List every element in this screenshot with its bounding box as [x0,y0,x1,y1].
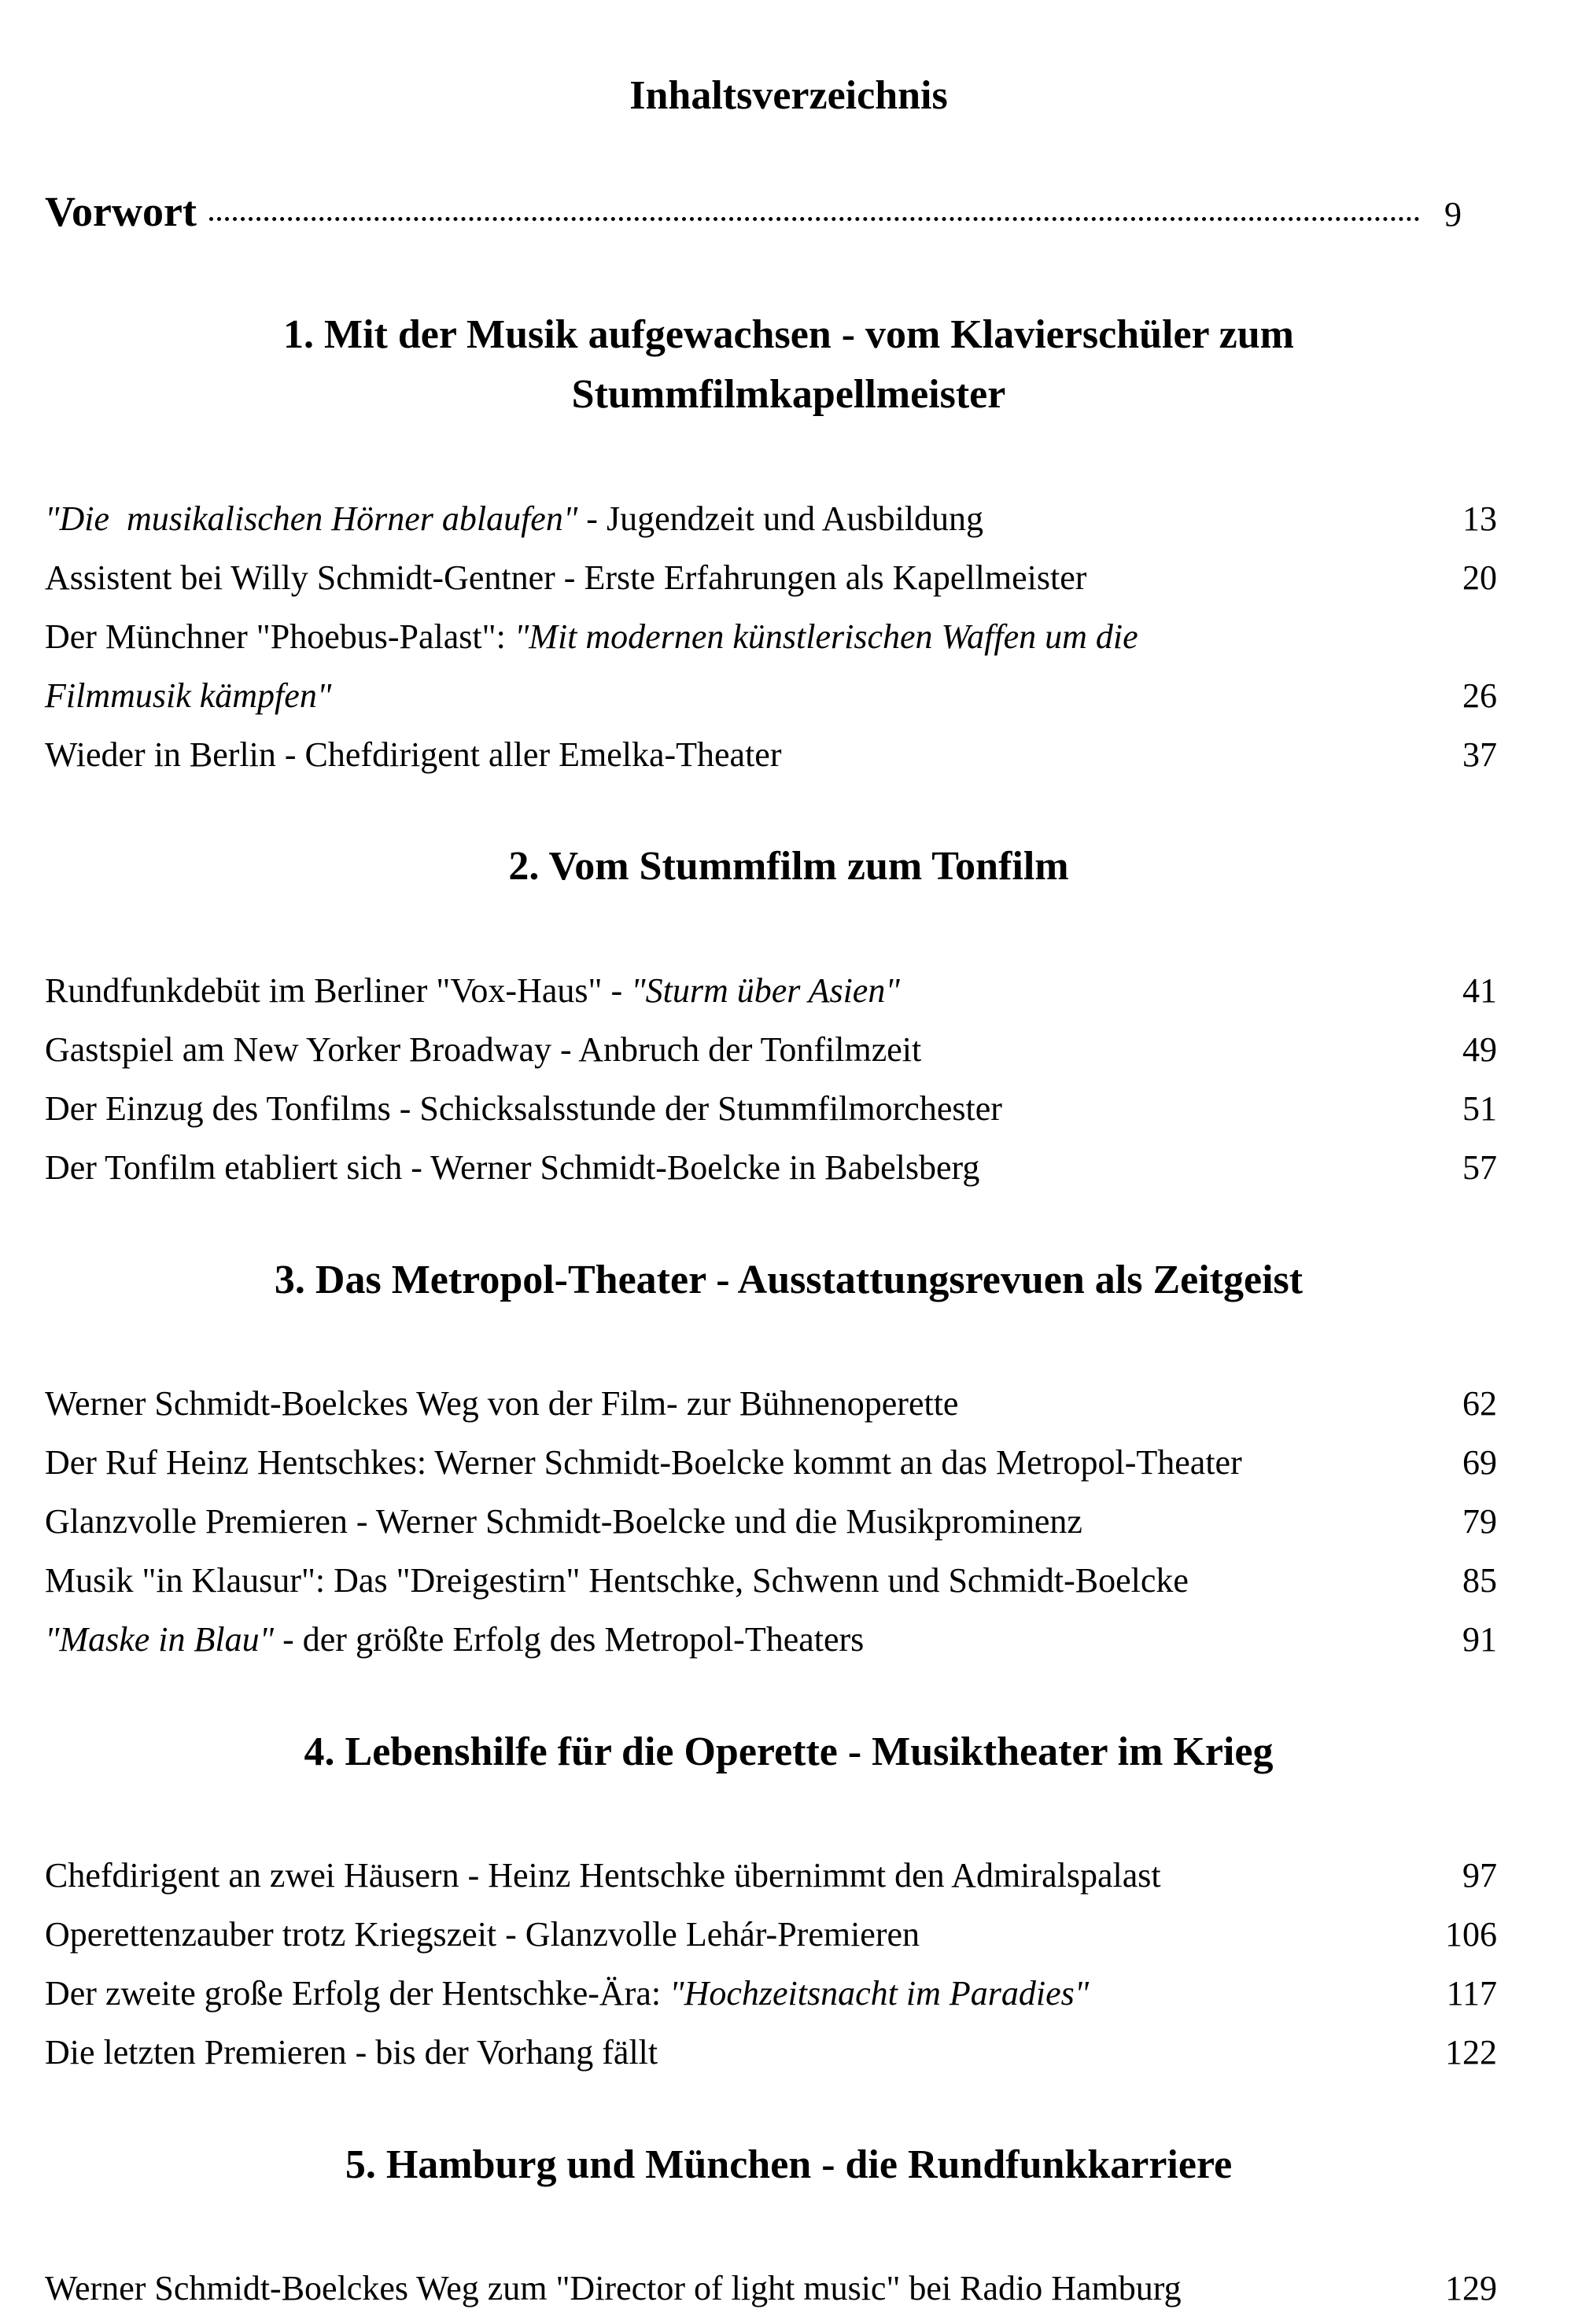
entry-page-number: 97 [1462,1856,1497,1895]
chapter-heading-2-line-1: 2. Vom Stummfilm zum Tonfilm [508,844,1069,889]
entry-page-number: 26 [1462,676,1497,715]
entry-title: Musik "in Klausur": Das "Dreigestirn" Hentschke, Schwenn und Schmidt-Boelcke [45,1561,1189,1600]
entry-title: Der Tonfilm etabliert sich - Werner Schmidt-Boelcke in Babelsberg [45,1148,980,1187]
entry-page-number: 51 [1462,1089,1497,1128]
toc-entry[interactable] [45,1905,1497,1964]
toc-entry[interactable] [45,489,1497,548]
toc-entry[interactable] [45,548,1497,607]
toc-entry[interactable] [45,1964,1497,2023]
entry-title: Werner Schmidt-Boelckes Weg von der Film- zur Bühnenoperette [45,1384,959,1423]
entry-title-italic: "Maske in Blau" [45,1620,275,1659]
toc-entry[interactable] [45,961,1497,1020]
chapter-heading-1-line-2: Stummfilmkapellmeister [571,372,1006,417]
entry-title-italic: "Sturm über Asien" [631,971,900,1010]
chapter-heading-5-line-1: 5. Hamburg und München - die Rundfunkkarriere [345,2142,1233,2187]
toc-entry[interactable] [45,666,1497,725]
chapter-heading-3 [0,1250,1577,1310]
entry-title: Operettenzauber trotz Kriegszeit - Glanzvolle Lehár-Premieren [45,1915,920,1954]
entry-title: Der Einzug des Tonfilms - Schicksalsstunde der Stummfilmorchester [45,1089,1002,1128]
toc-entry[interactable] [45,1610,1497,1669]
entry-title: Chefdirigent an zwei Häusern - Heinz Hentschke übernimmt den Admiralspalast [45,1856,1161,1895]
entry-title [45,1610,864,1669]
entry-title-plain: Der Münchner "Phoebus-Palast": [45,617,514,656]
chapter-heading-4 [0,1722,1577,1782]
entry-page-number: 41 [1462,971,1497,1010]
entry-title: Gastspiel am New Yorker Broadway - Anbruch der Tonfilmzeit [45,1030,922,1069]
entry-title [45,489,983,548]
chapter-heading-4-line-1: 4. Lebenshilfe für die Operette - Musiktheater im Krieg [304,1729,1274,1774]
entry-title: Werner Schmidt-Boelckes Weg zum "Director of light music" bei Radio Hamburg [45,2269,1182,2307]
entry-title [45,961,900,1020]
vorwort-page-number: 9 [1444,195,1462,234]
toc-entry[interactable] [45,1551,1497,1610]
entry-page-number: 122 [1445,2033,1497,2072]
entry-page-number: 79 [1462,1502,1497,1541]
chapter-heading-1-line-1: 1. Mit der Musik aufgewachsen - vom Klavierschüler zum [283,312,1294,357]
entry-title-plain: Rundfunkdebüt im Berliner "Vox-Haus" - [45,971,632,1010]
toc-title: Inhaltsverzeichnis [629,73,948,118]
entry-title-italic: "Hochzeitsnacht im Paradies" [669,1974,1090,2013]
entry-title-italic: Filmmusik kämpfen" [45,676,332,715]
entry-title-plain: Der zweite große Erfolg der Hentschke-Ära: [45,1974,670,2013]
entry-page-number: 117 [1446,1974,1497,2013]
entry-title: Wieder in Berlin - Chefdirigent aller Emelka-Theater [45,735,782,774]
entry-title: Die letzten Premieren - bis der Vorhang fällt [45,2033,658,2072]
dot-leader [209,217,1420,221]
entry-page-number: 49 [1462,1030,1497,1069]
entry-title: Assistent bei Willy Schmidt-Gentner - Erste Erfahrungen als Kapellmeister [45,558,1087,597]
entry-title [45,607,1138,666]
toc-entry[interactable] [45,1846,1497,1905]
entry-page-number: 62 [1462,1384,1497,1423]
toc-entry[interactable] [45,607,1497,666]
toc-entry[interactable] [45,725,1497,784]
entry-page-number: 69 [1462,1443,1497,1482]
chapter-heading-2 [0,837,1577,897]
toc-entry[interactable] [45,2259,1497,2318]
toc-entry[interactable] [45,2023,1497,2082]
chapter-heading-5 [0,2135,1577,2195]
entry-title-plain: - Jugendzeit und Ausbildung [577,499,984,538]
entry-page-number: 129 [1445,2269,1497,2307]
entry-title-plain: - der größte Erfolg des Metropol-Theaters [274,1620,865,1659]
toc-entry[interactable] [45,1138,1497,1197]
entry-title: Glanzvolle Premieren - Werner Schmidt-Boelcke und die Musikprominenz [45,1502,1082,1541]
entry-title [45,1964,1089,2023]
entry-title-italic: "Die musikalischen Hörner ablaufen" [45,499,578,538]
chapter-heading-1 [0,305,1577,425]
chapter-heading-3-line-1: 3. Das Metropol-Theater - Ausstattungsrevuen als Zeitgeist [274,1258,1304,1302]
entry-page-number: 13 [1462,499,1497,538]
entry-page-number: 57 [1462,1148,1497,1187]
toc-entry[interactable] [45,1079,1497,1138]
entry-page-number: 91 [1462,1620,1497,1659]
entry-page-number: 20 [1462,558,1497,597]
entry-page-number: 106 [1445,1915,1497,1954]
entry-page-number: 37 [1462,735,1497,774]
entry-title-italic: "Mit modernen künstlerischen Waffen um die [514,617,1138,656]
toc-entry[interactable] [45,1433,1497,1492]
vorwort-label: Vorwort [45,188,197,235]
entry-page-number: 85 [1462,1561,1497,1600]
toc-entry[interactable] [45,1374,1497,1433]
entry-title: Der Ruf Heinz Hentschkes: Werner Schmidt-Boelcke kommt an das Metropol-Theater [45,1443,1242,1482]
entry-title [45,666,331,725]
toc-entry-vorwort[interactable] [45,187,1477,236]
toc-entry[interactable] [45,1020,1497,1079]
entry-page-number [1434,607,1497,666]
toc-entry[interactable] [45,1492,1497,1551]
